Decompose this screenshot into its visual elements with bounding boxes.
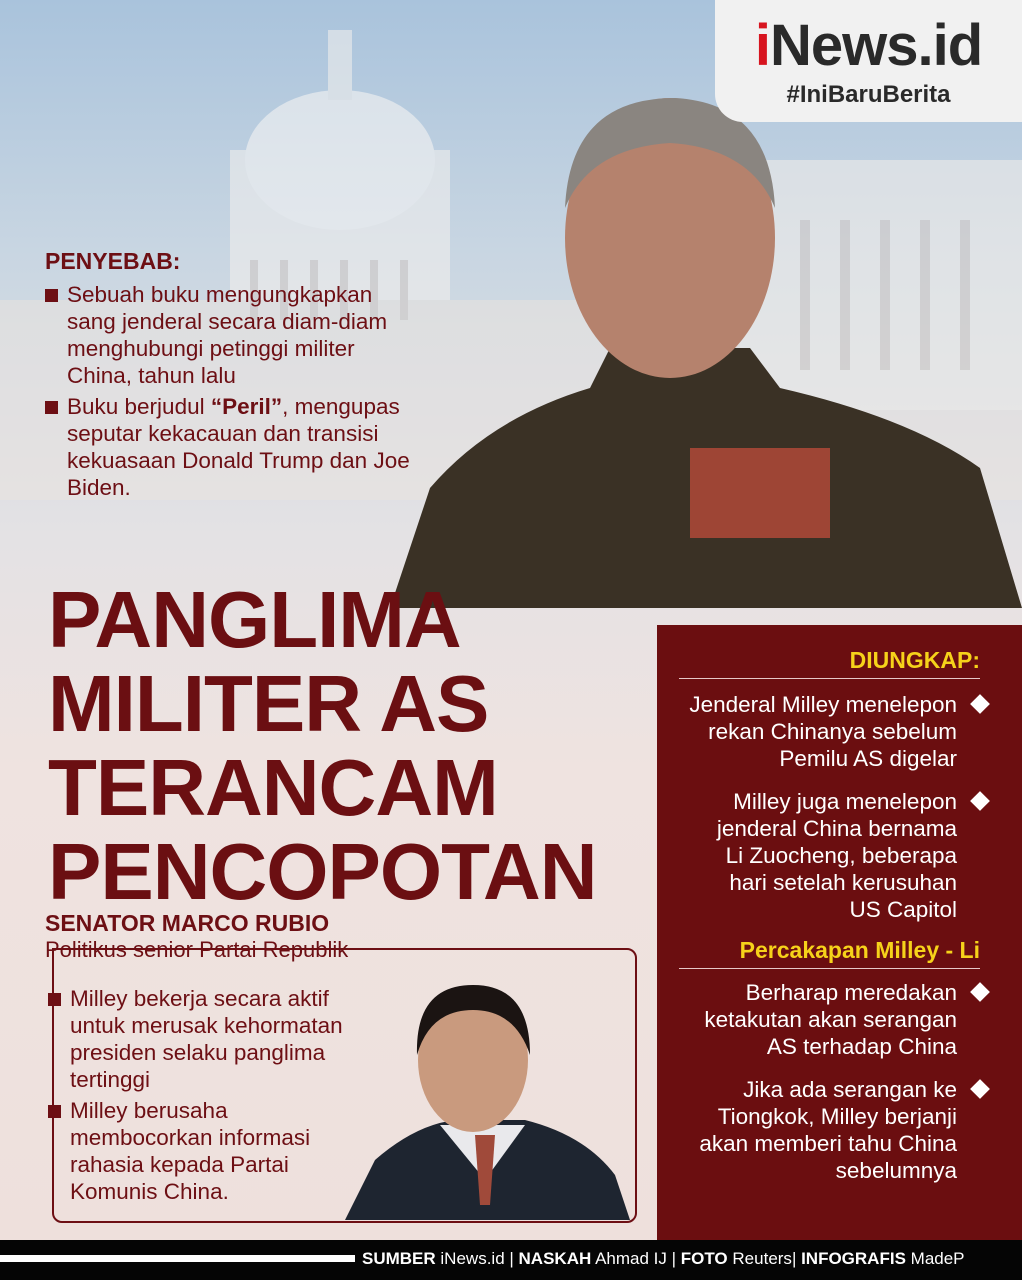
item-text: , mengupas seputar kekacauan dan transisi kekuasaan Donald Trump dan Joe Biden.: [67, 394, 410, 500]
senator-claims: [48, 985, 348, 1205]
credit-value: Reuters: [732, 1249, 792, 1268]
headline-line: TERANCAM: [48, 743, 498, 832]
credit-value: Ahmad IJ: [595, 1249, 667, 1268]
penyebab-item: Sebuah buku mengungkapkan sang jenderal secara diam-diam menghubungi petinggi militer China, tahun lalu: [45, 281, 415, 389]
diungkap-item: Jenderal Milley menelepon rekan Chinanya sebelum Pemilu AS digelar: [657, 691, 1022, 772]
item-text: Buku berjudul: [67, 394, 211, 419]
credit-label: SUMBER: [362, 1249, 436, 1268]
footer-divider: [0, 1255, 355, 1262]
credits-footer: SUMBER iNews.id | NASKAH Ahmad IJ | FOTO Reuters| INFOGRAFIS MadeP: [0, 1240, 1022, 1280]
penyebab-item: [45, 393, 415, 501]
general-milley-photo: [390, 88, 1022, 608]
credit-label: FOTO: [680, 1249, 728, 1268]
logo-text: News.id: [769, 13, 983, 78]
logo-tagline: #IniBaruBerita: [786, 81, 951, 108]
penyebab-heading: PENYEBAB:: [45, 248, 181, 274]
senator-claim: Milley berusaha membocorkan informasi rahasia kepada Partai Komunis China.: [48, 1097, 348, 1205]
diungkap-heading: DIUNGKAP:: [679, 647, 980, 679]
credit-label: NASKAH: [518, 1249, 592, 1268]
book-title: “Peril”: [210, 394, 283, 419]
diungkap-panel: [657, 625, 1022, 1240]
marco-rubio-photo: [345, 975, 630, 1220]
penyebab-section: [45, 248, 415, 501]
headline-line: MILITER AS: [48, 659, 489, 748]
credit-label: INFOGRAFIS: [801, 1249, 906, 1268]
senator-role: Politikus senior Partai Republik: [45, 937, 349, 962]
logo-i: i: [754, 13, 770, 78]
percakapan-item: Jika ada serangan ke Tiongkok, Milley berjanji akan memberi tahu China sebelumnya: [657, 1076, 1022, 1184]
percakapan-item: Berharap meredakan ketakutan akan serangan AS terhadap China: [657, 979, 1022, 1060]
percakapan-heading: Percakapan Milley - Li: [679, 937, 980, 969]
credit-value: MadeP: [910, 1249, 965, 1268]
inews-logo[interactable]: [715, 0, 1022, 122]
credit-value: iNews.id: [440, 1249, 505, 1268]
headline-line: PANGLIMA: [48, 575, 461, 664]
diungkap-item: Milley juga menelepon jenderal China bernama Li Zuocheng, beberapa hari setelah kerusuhan US Capitol: [657, 788, 1022, 923]
main-headline: [48, 575, 597, 916]
senator-claim: Milley bekerja secara aktif untuk merusak kehormatan presiden selaku panglima tertinggi: [48, 985, 348, 1093]
headline-line: PENCOPOTAN: [48, 827, 597, 916]
senator-name: SENATOR MARCO RUBIO: [45, 910, 330, 936]
